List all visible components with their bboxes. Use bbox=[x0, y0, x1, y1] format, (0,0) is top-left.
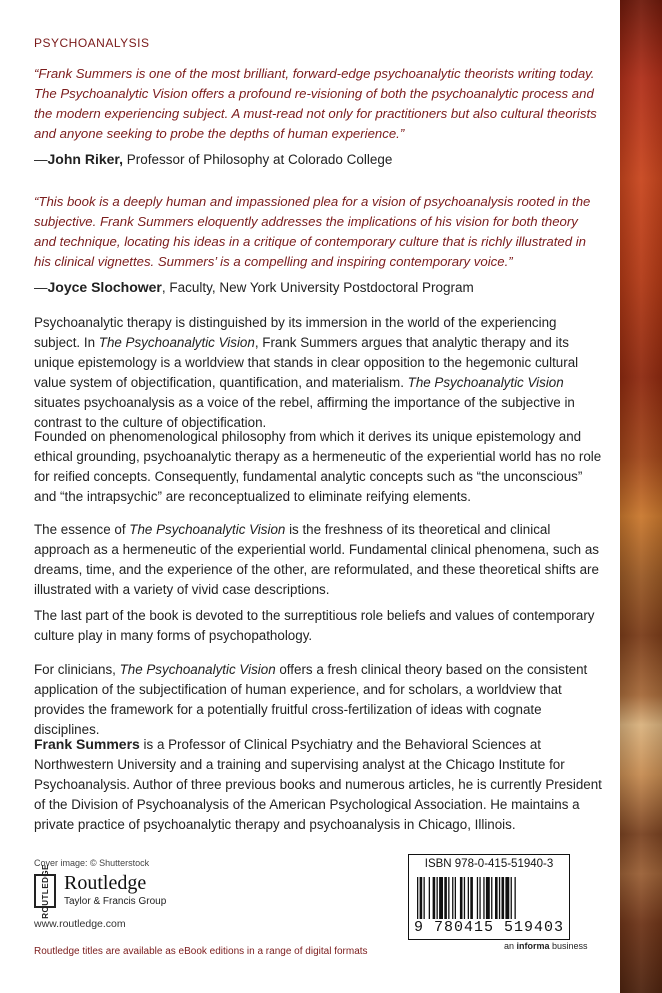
publisher-website: www.routledge.com bbox=[34, 918, 126, 930]
barcode-bar bbox=[499, 877, 500, 919]
description-paragraph-2: Founded on phenomenological philosophy from which it derives its unique epistemology and ethical grounding, psychoanalytic therapy as a hermeneutic of the experiential world has no role for reified concepts. Consequently, fundamental analytic concepts such as “the unconscious” and “the intrapsychic” are reconceptualized to eliminate reifying elements. bbox=[34, 429, 602, 504]
barcode-bar bbox=[486, 877, 490, 919]
endorsement-attribution-1: —John Riker, Professor of Philosophy at Colorado College bbox=[34, 151, 393, 167]
barcode-bar bbox=[483, 877, 484, 919]
endorser-name: Joyce Slochower bbox=[47, 279, 162, 295]
barcode-bar bbox=[455, 877, 456, 919]
author-name: Frank Summers bbox=[34, 736, 140, 752]
barcode-bar bbox=[437, 877, 438, 919]
isbn-barcode bbox=[408, 854, 570, 940]
endorsement-quote-2: “This book is a deeply human and impassioned plea for a vision of psychoanalysis rooted in the subjective. Frank Summers eloquently addresses the implications of his vision for both theory and technique, locating his ideas in a critique of contemporary culture that is richly illustrated in his clinical vignettes. Summers’ is a compelling and inspiring contemporary voice.” bbox=[34, 194, 591, 269]
publisher-name: Routledge bbox=[64, 872, 147, 894]
barcode-bar bbox=[439, 877, 443, 919]
category-label: PSYCHOANALYSIS bbox=[34, 36, 150, 50]
barcode-bar bbox=[502, 877, 505, 919]
informa-business-note: an informa business bbox=[504, 941, 588, 951]
barcode-bar bbox=[495, 877, 498, 919]
barcode-bar bbox=[417, 877, 418, 919]
publisher-group: Taylor & Francis Group bbox=[64, 896, 167, 907]
endorsement-quote-1: “Frank Summers is one of the most brilliant, forward-edge psychoanalytic theorists writing today. The Psychoanalytic Vision offers a profound re-visioning of both the psychoanalytic process and the modern experiencing subject. A must-read not only for practitioners but also cultural theorists and anyone seeking to probe the depths of human experience.” bbox=[34, 66, 597, 141]
barcode-bar bbox=[468, 877, 469, 919]
barcode-digits: 9 780415 519403 bbox=[413, 919, 565, 936]
cover-photo-strip bbox=[620, 0, 662, 993]
barcode-bar bbox=[444, 877, 447, 919]
ebook-note: Routledge titles are available as eBook editions in a range of digital formats bbox=[34, 946, 368, 957]
barcode-bar bbox=[477, 877, 478, 919]
barcode-bar bbox=[448, 877, 449, 919]
barcode-bar bbox=[515, 877, 516, 919]
endorser-name: John Riker, bbox=[47, 151, 123, 167]
description-paragraph-5: For clinicians, The Psychoanalytic Vision offers a fresh clinical theory based on the consistent application of the subjectification of human experience, and for scholars, a worldview that provides the framework for a potentially fruitful cross-fertilization of ideas with cognate disciplines. bbox=[34, 662, 588, 737]
barcode-bar bbox=[424, 877, 425, 919]
author-bio: Frank Summers is a Professor of Clinical Psychiatry and the Behavioral Sciences at Northwestern University and a training and supervising analyst at the Chicago Institute for Psychoanalysis. Author of three previous books and numerous articles, he is currently President of the Division of Psychoanalysis of the American Psychological Association. He maintains a private practice of psychoanalytic therapy and psychoanalysis in Chicago, Illinois. bbox=[34, 736, 602, 832]
barcode-bar bbox=[511, 877, 512, 919]
isbn-number: ISBN 978-0-415-51940-3 bbox=[424, 858, 554, 870]
barcode-bar bbox=[470, 877, 473, 919]
description-paragraph-1: Psychoanalytic therapy is distinguished by its immersion in the world of the experiencing subject. In The Psychoanalytic Vision, Frank Summers argues that analytic therapy and its unique epistemology is a worldview that stands in clear opposition to the hegemonic cultural value system of objectification, quantification, and materialism. The Psychoanalytic Vision situates psychoanalysis as a voice of the rebel, affirming the importance of the subjective in contrast to the culture of objectification. bbox=[34, 315, 579, 430]
cover-image-credit: Cover image: © Shutterstock bbox=[34, 858, 150, 868]
barcode-bar bbox=[420, 877, 423, 919]
description-paragraph-3: The essence of The Psychoanalytic Vision is the freshness of its theoretical and clinical approach as a hermeneutic of the experiential world. Fundamental clinical phenomena, such as dreams, time, and the experience of the other, are reformulated, and these theoretical shifts are illustrated with a variety of vivid case descriptions. bbox=[34, 522, 599, 597]
barcode-bar bbox=[479, 877, 480, 919]
barcode-bar bbox=[429, 877, 430, 919]
barcode-bar bbox=[491, 877, 492, 919]
barcode-bars bbox=[415, 877, 563, 919]
barcode-bar bbox=[460, 877, 463, 919]
barcode-bar bbox=[452, 877, 453, 919]
routledge-logo-mark: ROUTLEDGE bbox=[34, 874, 56, 908]
barcode-bar bbox=[505, 877, 509, 919]
endorsement-attribution-2: —Joyce Slochower, Faculty, New York University Postdoctoral Program bbox=[34, 279, 474, 295]
barcode-bar bbox=[464, 877, 465, 919]
barcode-bar bbox=[433, 877, 436, 919]
description-paragraph-4: The last part of the book is devoted to the surreptitious role beliefs and values of contemporary culture play in many forms of psychopathology. bbox=[34, 608, 595, 643]
